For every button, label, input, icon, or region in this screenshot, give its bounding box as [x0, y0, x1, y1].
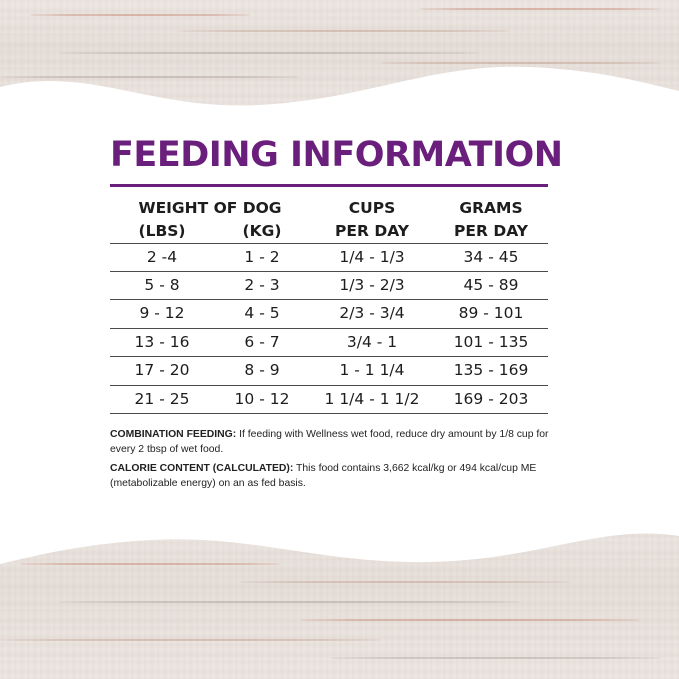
- table-body: [110, 243, 548, 413]
- cell-weight-lbs: 21 - 25: [110, 385, 214, 413]
- table-group-header-row: [110, 197, 548, 220]
- combination-feeding-label: COMBINATION FEEDING:: [110, 429, 237, 440]
- cell-weight-kg: 1 - 2: [214, 243, 310, 271]
- cell-weight-kg: 8 - 9: [214, 357, 310, 385]
- cell-grams-per-day: 101 - 135: [434, 328, 548, 356]
- cell-cups-per-day: 2/3 - 3/4: [310, 300, 434, 328]
- column-subheader-grams-per-day: PER DAY: [454, 221, 528, 240]
- cell-weight-kg: 10 - 12: [214, 385, 310, 413]
- cell-weight-lbs: 5 - 8: [110, 272, 214, 300]
- column-subheader-cups-per-day: PER DAY: [335, 221, 409, 240]
- combination-feeding-text: If feeding with Wellness wet food, reduce dry amount by 1/8 cup for every 2 tbsp of wet food.: [110, 429, 549, 455]
- feeding-table: [110, 197, 548, 414]
- column-header-grams: GRAMS: [459, 199, 523, 217]
- table-row: [110, 328, 548, 356]
- cell-cups-per-day: 1/3 - 2/3: [310, 272, 434, 300]
- cell-grams-per-day: 89 - 101: [434, 300, 548, 328]
- cell-weight-lbs: 2 -4: [110, 243, 214, 271]
- table-row: [110, 385, 548, 413]
- cell-cups-per-day: 1/4 - 1/3: [310, 243, 434, 271]
- calorie-content-text: This food contains 3,662 kcal/kg or 494 kcal/cup ME (metabolizable energy) on an as fed basis.: [110, 463, 537, 489]
- table-header: [110, 197, 548, 243]
- title-divider: [110, 184, 548, 187]
- table-row: [110, 357, 548, 385]
- column-subheader-kg: (KG): [242, 221, 282, 240]
- cell-grams-per-day: 169 - 203: [434, 385, 548, 413]
- cell-weight-kg: 4 - 5: [214, 300, 310, 328]
- table-row: [110, 243, 548, 271]
- cell-weight-kg: 2 - 3: [214, 272, 310, 300]
- table-row: [110, 272, 548, 300]
- cell-cups-per-day: 1 1/4 - 1 1/2: [310, 385, 434, 413]
- cell-cups-per-day: 1 - 1 1/4: [310, 357, 434, 385]
- cell-weight-lbs: 17 - 20: [110, 357, 214, 385]
- column-subheader-lbs: (LBS): [138, 221, 186, 240]
- column-header-weight-of-dog: WEIGHT OF DOG: [138, 199, 282, 217]
- table-row: [110, 300, 548, 328]
- cell-weight-lbs: 9 - 12: [110, 300, 214, 328]
- page-title: FEEDING INFORMATION: [110, 135, 563, 175]
- calorie-content-label: CALORIE CONTENT (CALCULATED):: [110, 463, 294, 474]
- combination-feeding-note: [110, 428, 550, 458]
- cell-grams-per-day: 34 - 45: [434, 243, 548, 271]
- cell-weight-lbs: 13 - 16: [110, 328, 214, 356]
- column-header-cups: CUPS: [348, 199, 396, 217]
- calorie-content-note: [110, 462, 550, 492]
- table-sub-header-row: [110, 220, 548, 243]
- cell-grams-per-day: 45 - 89: [434, 272, 548, 300]
- cell-weight-kg: 6 - 7: [214, 328, 310, 356]
- cell-cups-per-day: 3/4 - 1: [310, 328, 434, 356]
- cell-grams-per-day: 135 - 169: [434, 357, 548, 385]
